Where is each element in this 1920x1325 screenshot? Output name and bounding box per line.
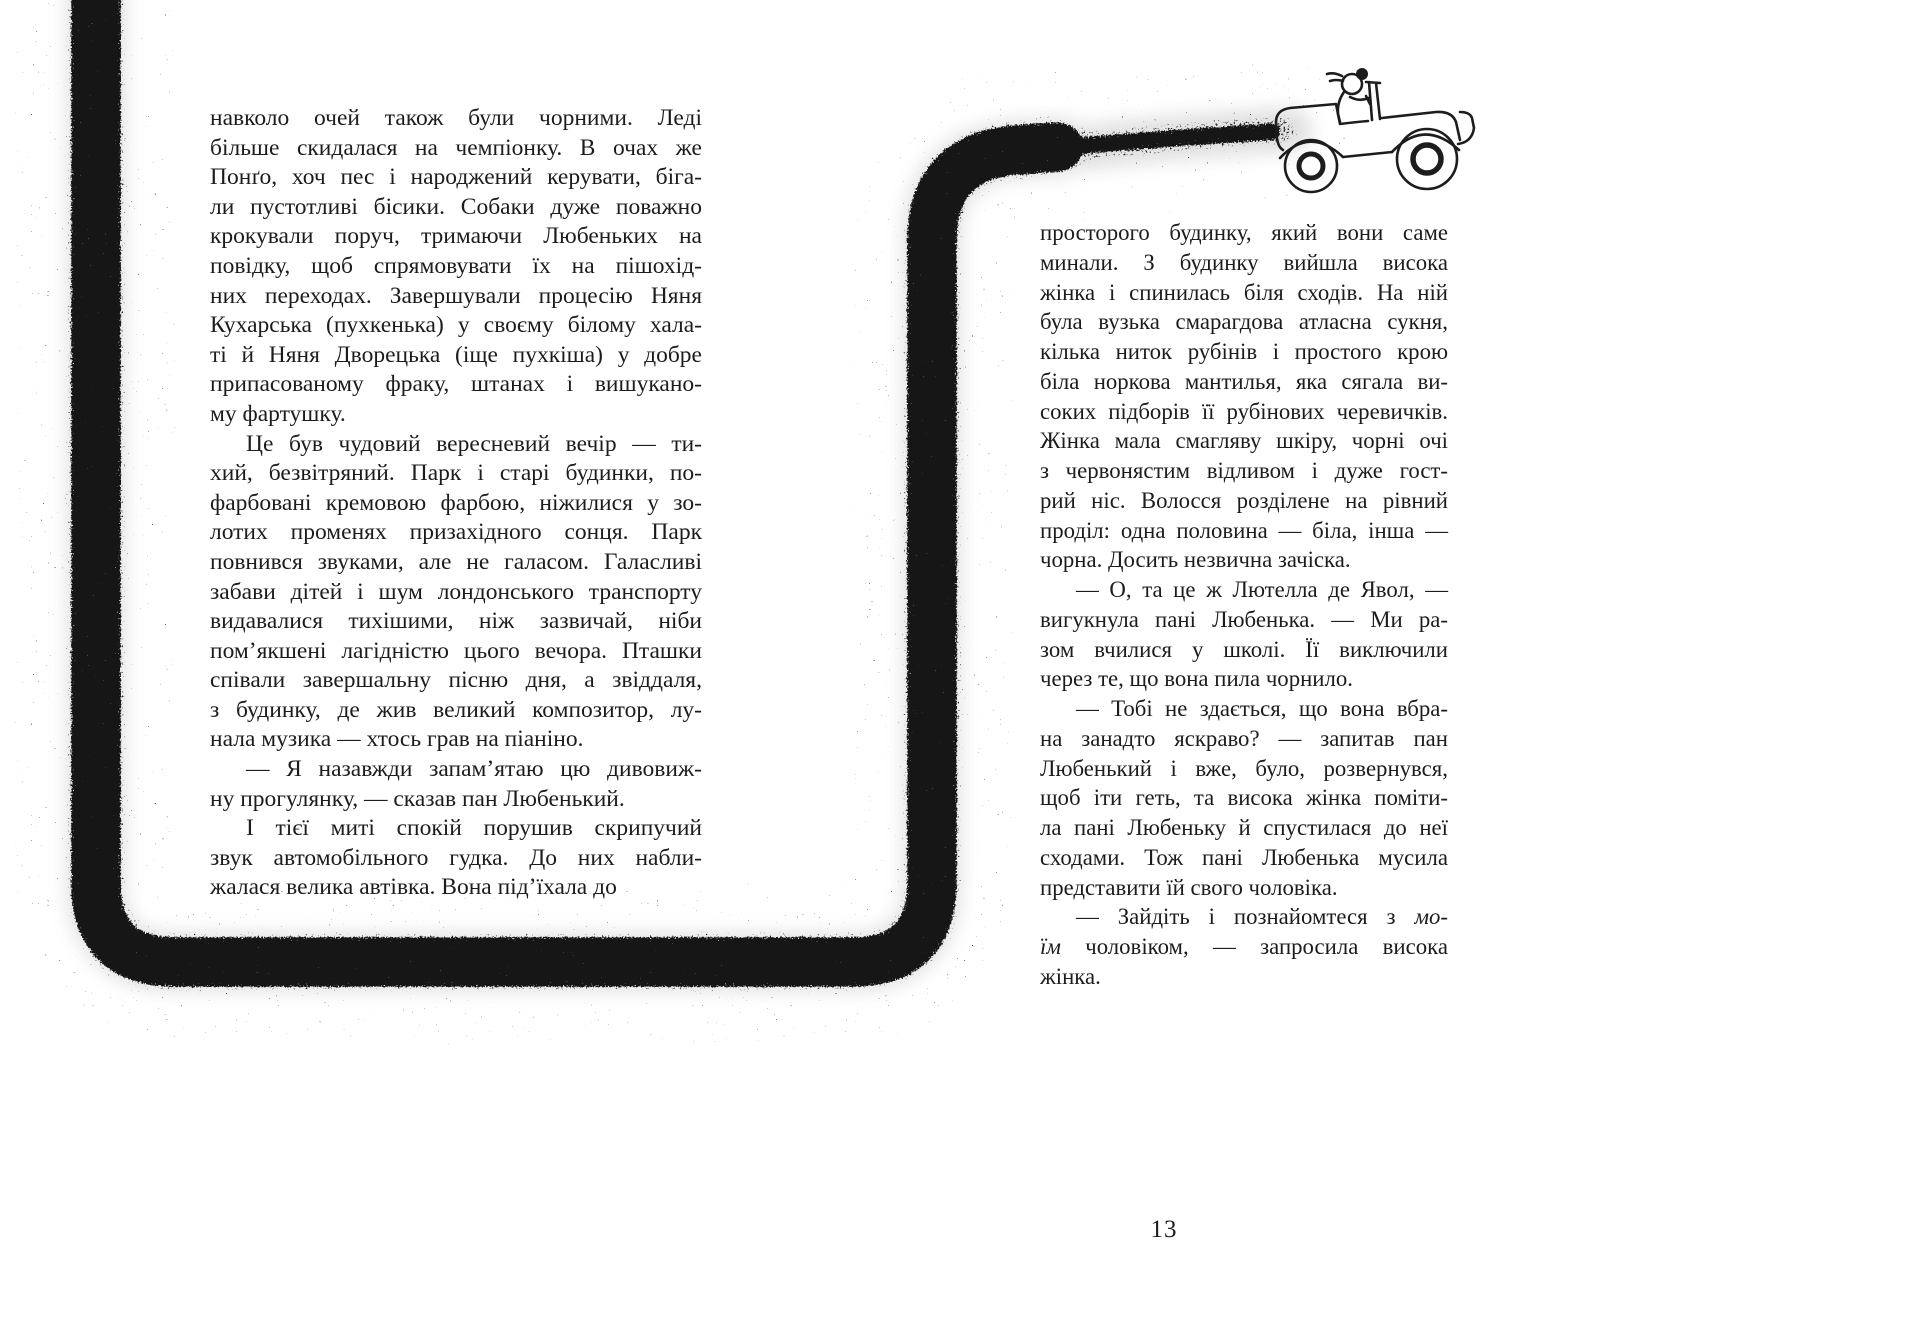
car-running-board	[1343, 152, 1392, 157]
spray-mid-trail	[995, 130, 1288, 158]
text-line: соких підборів її рубінових черевичків.	[1040, 398, 1448, 424]
text-line: через те, що вона пила чорнило.	[1040, 666, 1353, 692]
text-line: з червонястим відливом і дуже гост-	[1040, 458, 1448, 483]
text-line: Це був чудовий вересневий вечір — ти-	[246, 430, 702, 457]
text-line: повідку, щоб спрямовувати їх на пішохід-	[210, 252, 702, 279]
text-line: забави дітей і шум лондонського транспорту	[210, 578, 702, 605]
spray-wash-trail	[985, 130, 1290, 160]
car-radiator	[1458, 112, 1474, 144]
text-line: жінка і спинилась біля сходів. На ній	[1040, 279, 1448, 305]
car-rear-hub	[1299, 154, 1323, 178]
car-body-path	[1276, 104, 1368, 150]
paragraph	[210, 430, 702, 756]
text-line: фарбовані кремовою фарбою, ніжилися у зо-	[210, 489, 702, 516]
text-line: жінка.	[1040, 963, 1101, 989]
text-line: звук автомобільного гудка. До них набли-	[210, 844, 702, 871]
text-line: них переходах. Завершували процесію Няня	[210, 282, 702, 309]
text-line: біла норкова мантилья, яка сягала ви-	[1040, 368, 1448, 394]
text-line: Кухарська (пухкенька) у своєму білому хала-	[210, 312, 702, 339]
text-line: була вузька смарагдова атласна сукня,	[1040, 309, 1448, 335]
car-hood	[1382, 112, 1460, 140]
text-line: сходами. Тож пані Любенька мусила	[1040, 844, 1448, 870]
paragraph	[210, 755, 702, 814]
text-line: проділ: одна половина — біла, інша —	[1040, 517, 1448, 543]
text-line: просторого будинку, який вони саме	[1040, 220, 1448, 245]
paragraph	[1040, 694, 1448, 902]
text-column-left	[210, 104, 702, 903]
car-illustration	[1276, 68, 1474, 192]
text-line: му фартушку.	[210, 400, 346, 427]
driver-arm	[1350, 97, 1368, 100]
text-line: зом вчилися у школі. Її виключили	[1040, 636, 1448, 662]
text-line: — Я назавжди запам’ятаю цю дивовиж-	[246, 756, 702, 783]
spray-outer-trail	[985, 130, 1290, 160]
car-front-fender	[1392, 134, 1459, 152]
paragraph	[1040, 218, 1448, 575]
text-line: ну прогулянку, — сказав пан Любенький.	[210, 785, 625, 812]
text-line: крокували поруч, тримаючи Любеньких на	[210, 223, 702, 250]
text-line: Жінка мала смагляву шкіру, чорні очі	[1040, 428, 1448, 454]
text-line: рий ніс. Волосся розділене на рівний	[1040, 487, 1448, 513]
driver-hair-lines	[1327, 73, 1343, 81]
car-rear-fender	[1280, 142, 1343, 158]
paragraph	[210, 104, 702, 430]
paragraph	[1040, 902, 1448, 991]
text-line: повнився звуками, але не галасом. Галасливі	[210, 548, 702, 575]
text-line: ла пані Любеньку й спустилася до неї	[1040, 815, 1448, 840]
car-front-hub	[1413, 145, 1441, 173]
text-line: більше скидалася на чемпіонку. В очах же	[210, 134, 702, 161]
text-line: їм чоловіком, — запросила висока	[1040, 934, 1448, 959]
car-windshield-frame	[1366, 82, 1380, 119]
car-windshield	[1369, 82, 1372, 120]
text-line: — О, та це ж Лютелла де Явол, —	[1076, 577, 1448, 602]
text-line: вигукнула пані Любенька. — Ми ра-	[1040, 606, 1448, 632]
text-line: ли пустотливі бісики. Собаки дуже поважно	[210, 193, 702, 220]
text-line: Понґо, хоч пес і народжений керувати, біга-	[210, 164, 702, 191]
car-front-wheel	[1397, 129, 1457, 189]
text-column-right	[1040, 218, 1448, 992]
text-line: пом’якшені лагідністю цього вечора. Пташки	[210, 637, 702, 664]
steering-column	[1366, 96, 1370, 104]
car-rear-wheel	[1285, 140, 1337, 192]
text-line: хий, безвітряний. Парк і старі будинки, по-	[210, 460, 702, 487]
page-number: 13	[1150, 1216, 1178, 1243]
text-line: чорна. Досить незвична зачіска.	[1040, 547, 1351, 573]
text-line: співали завершальну пісню дня, а звіддаля,	[210, 667, 702, 694]
text-line: на занадто яскраво? — запитав пан	[1040, 725, 1448, 751]
text-line: з будинку, де жив великий композитор, лу-	[210, 696, 702, 723]
driver-hair-bun	[1356, 68, 1368, 80]
text-line: ті й Няня Дворецька (іще пухкіша) у добре	[210, 341, 702, 368]
driver-back	[1338, 92, 1344, 122]
text-line: видавалися тихішими, ніж зазвичай, ніби	[210, 608, 702, 635]
text-line: — Зайдіть і познайомтеся з мо-	[1076, 904, 1448, 930]
text-line: навколо очей також були чорними. Леді	[210, 105, 702, 131]
text-line: припасованому фраку, штанах і вишукано-	[210, 371, 702, 398]
text-line: Любенький і вже, було, розвернувся,	[1040, 755, 1448, 781]
text-line: щоб іти геть, та висока жінка поміти-	[1040, 785, 1448, 811]
text-line: минали. З будинку вийшла висока	[1040, 249, 1448, 275]
text-line: кілька ниток рубінів і простого крою	[1040, 339, 1448, 364]
text-line: І тієї миті спокій порушив скрипучий	[246, 815, 702, 842]
driver-head	[1342, 74, 1362, 94]
paragraph	[1040, 575, 1448, 694]
text-line: жалася велика автівка. Вона під’їхала до	[210, 874, 617, 901]
text-line: представити їй свого чоловіка.	[1040, 874, 1338, 900]
text-line: нала музика — хтось грав на піаніно.	[210, 726, 584, 753]
text-line: лотих променях призахідного сонця. Парк	[210, 519, 702, 546]
spray-core-trail	[1030, 132, 1272, 150]
text-line: — Тобі не здається, що вона вбра-	[1076, 696, 1448, 721]
paragraph	[210, 814, 702, 903]
